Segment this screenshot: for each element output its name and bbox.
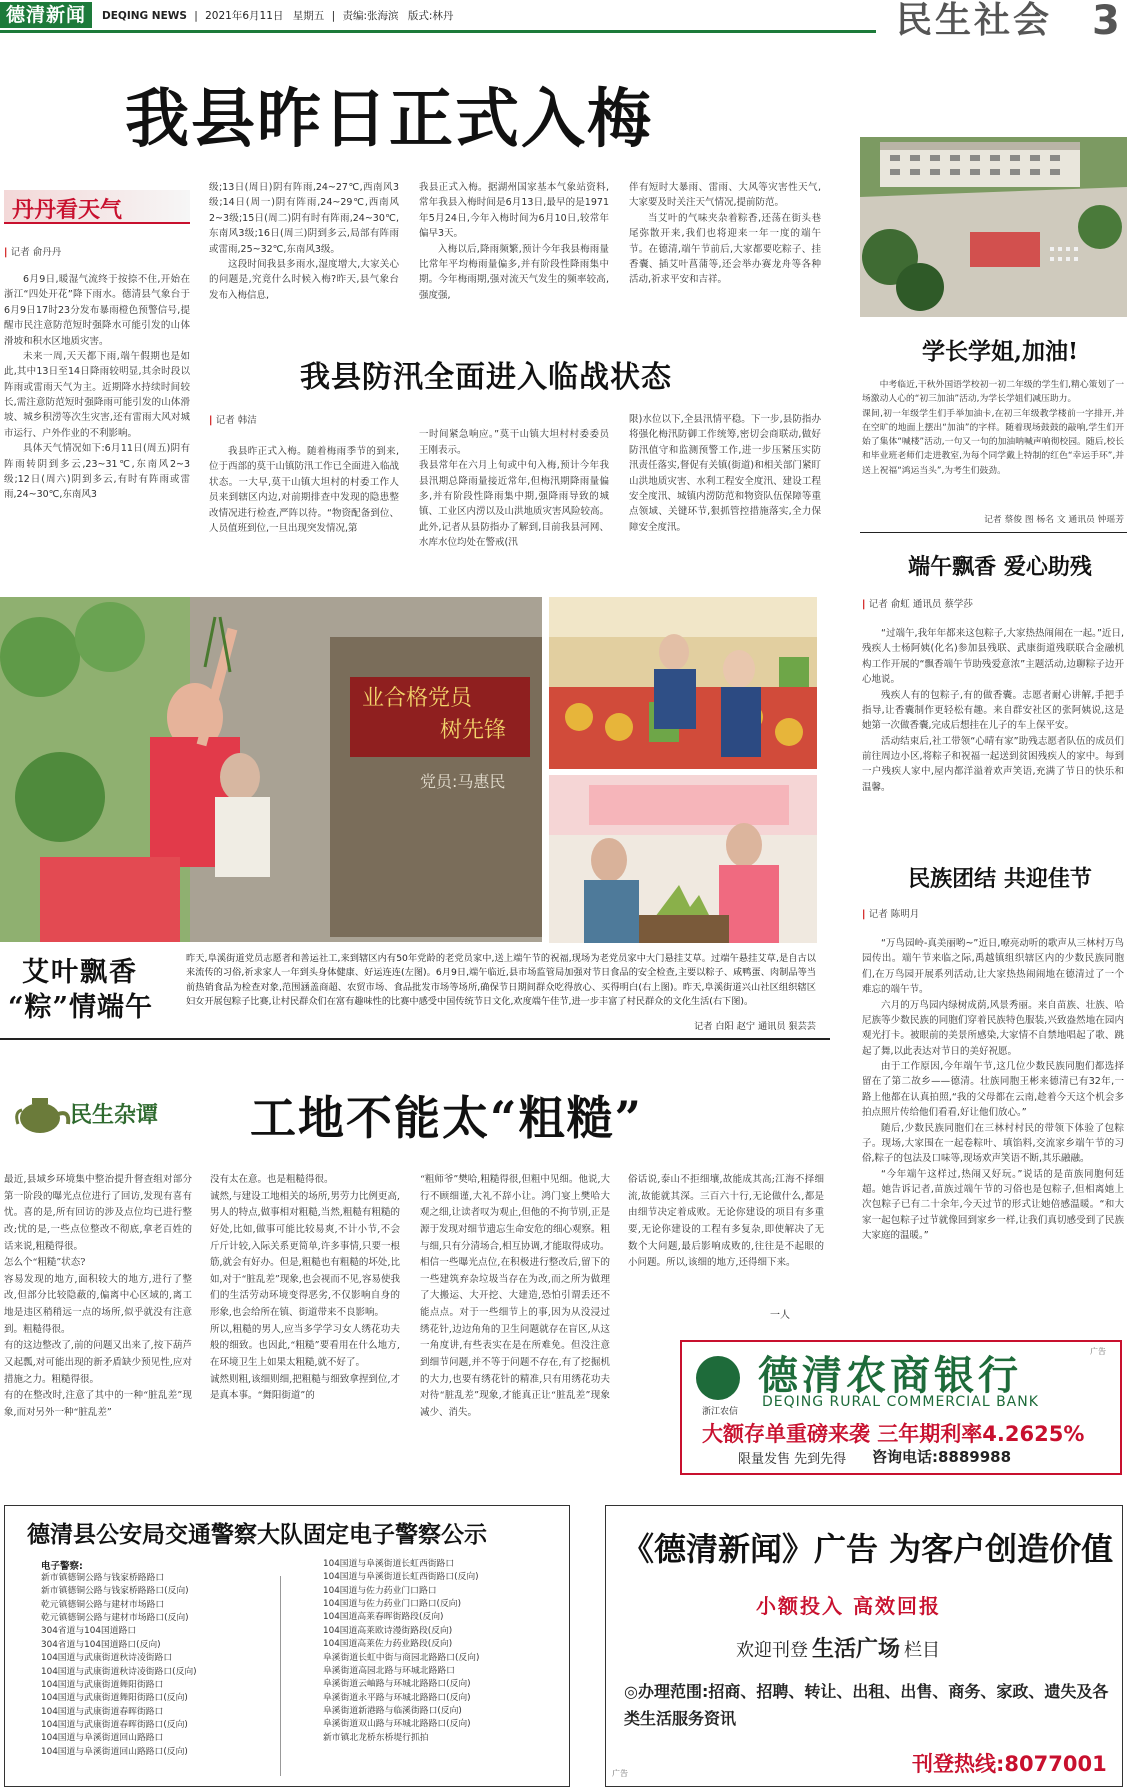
unity-headline: 民族团结 共迎佳节 xyxy=(908,866,1092,892)
masthead-editor: 责编:张海滨 xyxy=(342,10,399,22)
police-list-item: 104国道与阜溪街道回山路路口(反向) xyxy=(41,1746,188,1757)
dragon-headline: 端午飘香 爱心助残 xyxy=(908,554,1092,580)
paragraph: 残疾人有的包粽子,有的做香囊。志愿者耐心讲解,手把手指导,让香囊制作更轻松有趣。来自群安社区的张阿姨说,这是她第一次做香囊,完成后想挂在儿子的车上保平安。 xyxy=(862,689,1124,732)
unity-byline: | 记者 陈明月 xyxy=(862,906,919,920)
police-subtitle: 电子警察: xyxy=(41,1561,83,1572)
paragraph: 由于工作原因,今年端午节,这几位少数民族同胞们都选择留在了第二故乡——德清。壮族同胞王彬来德清已有32年,一路上他都在认真拍照,“我的父母都在云南,趁着今天这个机会多拍点照片传给他们看看,好让他们放心。” xyxy=(862,1061,1124,1119)
main-headline: 我县昨日正式入梅 xyxy=(125,82,653,157)
food-inspection-art xyxy=(549,597,817,769)
paragraph: 具体天气情况如下:6月11日(周五)阴有阵雨转阴到多云,23~31℃,东南风2~3级;12日(周六)阴到多云,有时有阵雨或雷雨,24~30℃,东南风3 xyxy=(4,443,190,501)
masthead-date: 2021年6月11日 xyxy=(205,10,284,22)
main-col-1 xyxy=(4,272,190,503)
masthead-meta: DEQING NEWS | 2021年6月11日 星期五 | 责编:张海滨 版式:林丹 xyxy=(102,10,454,22)
paragraph: 级;13日(周日)阴有阵雨,24~27℃,西南风3级;14日(周一)阴有阵雨,24~29℃,西南风2~3级;15日(周二)阴有时有阵雨,24~30℃,东南风3级;16日(周三)阴到多云,局部有阵雨或雷雨,25~32℃,东南风3级。 xyxy=(209,182,399,255)
zongzi-contest-art xyxy=(549,775,817,943)
police-list-item: 新市镇德铜公路与钱家桥路路口 xyxy=(41,1573,165,1583)
dragon-body xyxy=(862,626,1124,795)
section-name: 民生社会 xyxy=(896,0,1053,41)
paper-ad-scope: ◎办理范围:招商、招聘、转让、出租、出售、商务、家政、遗失及各类生活服务资讯 xyxy=(624,1682,1109,1729)
paragraph: 限)水位以下,全县汛情平稳。下一步,县防指办将强化梅汛防御工作统筹,密切会商联动,做好防汛值守和监测预警工作,进一步压紧压实防汛责任落实,督促有关镇(街道)和相关部门紧盯山洪地质灾害、水利工程安全度汛、建设工程安全度汛、城镇内涝防范和物资队伍保障等重点领域、关键环节,狠抓管控措施落实,全力保障安全度汛。 xyxy=(629,414,821,533)
paragraph: “过端午,我年年都来这包粽子,大家热热闹闹在一起。”近日,残疾人士杨阿姨(化名)参加县残联、武康街道残联联合金融机构工作开展的“飘香端午节助残爱意浓”主题活动,边聊粽子边开心地说。 xyxy=(862,628,1124,686)
worksite-col-3: “粗师爷”樊哈,粗糙得很,但粗中见细。他说,大行不顾细谨,大礼不辞小让。鸿门宴上樊哈大观之细,让读者叹为观止,但他的不拘节别,正是源于发现对细节遗忘生命安危的细心观察。粗与细,只有分清场合,相互协调,才能取得成功。 相信一些曝光点位,在积极进行整改后,留下的一些建筑弃杂垃圾当存在为改,而之所为做理了大搬运、大开挖、大建造,恐怕引谓丢还不能点点。对于一些细节上的事,因为从没浸过绣花针,边边角角的卫生问题就存在盲区,从这一角度讲,有些表实在是在所难免。但没注意到细节问题,并不等于问题不存在,有了挖掘机的大力,也要有绣花针的精准,只有用绣花功夫对待“脏乱差”现象,才能真正让“脏乱差”现象减少、消失。 xyxy=(420,1174,611,1418)
bank-ad[interactable] xyxy=(680,1340,1122,1475)
masthead-rule xyxy=(0,30,876,33)
police-list-item: 104国道高莱春晖街路段(反向) xyxy=(323,1612,444,1623)
paper-ad-title: 《德清新闻》广告 为客户创造价值 xyxy=(622,1530,1114,1568)
police-list-item: 新市镇德铜公路与钱家桥路路口(反向) xyxy=(41,1586,189,1597)
police-list-item: 104国道与阜溪街道长虹西街路口(反向) xyxy=(323,1572,479,1583)
police-list-item: 阜溪街道永平路与环城北路路口(反向) xyxy=(323,1692,471,1703)
police-list-item: 304省道与104国道路口(反向) xyxy=(41,1639,161,1650)
paragraph: 六月的万鸟园内绿树成荫,风景秀丽。来自苗族、壮族、哈尼族等少数民族的同胞们穿着民族特色服装,兴致盎然地在园内观光打卡。被眼前的美景所感染,大家情不自禁地唱起了歌、跳起了舞,以此表达对节日的美好祝愿。 xyxy=(862,999,1124,1057)
police-notice xyxy=(4,1505,570,1787)
photo-hanging-mugwort xyxy=(0,597,542,942)
police-list-item: 104国道与佐力药业门口路口(反向) xyxy=(323,1599,462,1610)
masthead-weekday: 星期五 xyxy=(292,10,325,22)
paragraph: 6月9日,暖湿气流终于按捺不住,开始在浙江“四处开花”降下雨水。德清县气象台于6月9日17时23分发布暴雨橙色预警信号,提醒市民注意防范短时强降水可能引发的山体滑坡和积水区地质灾害。 xyxy=(4,274,190,347)
police-list-item: 104国道与阜溪街道回山路路口 xyxy=(41,1733,164,1744)
aiye-title-line1: 艾叶飘香 xyxy=(22,957,138,988)
police-list-item: 104国道与武康街道春晖街路口 xyxy=(41,1706,164,1717)
paper-ad-hotline: 刊登热线:8077001 xyxy=(912,1752,1107,1776)
teapot-icon xyxy=(14,1080,74,1140)
school-body: 中考临近,干秋外国语学校初一初二年级的学生们,精心策划了一场激动人心的“初三加油”活动,为学长学姐们减压助力。 课间,初一年级学生们手举加油卡,在初三年级教学楼前一字排开,并在空旷的地面上摆出“加油”的字样。随着现场鼓鼓的敲响,学生们开始了集体“喊楼”活动,一句又一句的加油呐喊声响彻校园。随后,校长和毕业班老师们走进教室,为每个同学戴上特制的红色“幸运手环”,并送上祝福“鸿运当头”,为考生们鼓劲。 xyxy=(862,380,1124,476)
police-list-item: 104国道与武康街道春晖街路口(反向) xyxy=(41,1719,188,1730)
police-title: 德清县公安局交通警察大队固定电子警察公示 xyxy=(27,1521,487,1548)
flood-headline: 我县防汛全面进入临战状态 xyxy=(300,360,672,395)
bank-logo-icon xyxy=(696,1356,740,1400)
masthead xyxy=(0,0,1127,44)
worksite-col-1: 最近,县域乡环境集中整治提升督查组对部分第一阶段的曝光点位进行了回访,发现有喜有忧。喜的是,所有回访的涉及点位均已进行整改;忧的是,一些点位整改不彻底,拿老百姓的话来说,粗糙得很。 怎么个“粗糙”状态? 容易发现的地方,面积较大的地方,进行了整改,但部分比较隐蔽的,偏离中心区域的,离工地是违区稍稍远一点的场所,似乎就没有注意到。粗糙得很。 有的这边整改了,前的问题又出来了,按下葫芦又起瓢,对可能出现的新矛盾缺少预见性,应对措施之力。粗糙得很。 有的在整改时,注意了其中的一种“脏乱差”现象,而对另外一种“脏乱差” xyxy=(4,1174,192,1418)
dragon-byline: | 记者 俞虹 通讯员 蔡学莎 xyxy=(862,596,973,610)
worksite-col-4: 俗话说,泰山不拒细壤,故能成其高;江海不择细流,故能就其深。三百六十行,无论做什么,都是由细节决定着成败。无论你建设的项目有多重要,无论你建设的工程有多复杂,即使解决了无数个大问题,最后影响成败的,往往是不起眼的小问题。所以,该细的地方,还得细下来。 xyxy=(628,1174,824,1269)
paragraph: 活动结束后,社工带领“心晴有家”助残志愿者队伍的成员们前往周边小区,将粽子和祝福一起送到贫困残疾人的家中。每到一户残疾人家中,屋内都洋溢着欢声笑语,充满了节日的快乐和温馨。 xyxy=(862,735,1124,793)
police-list-item: 104国道与佐力药业门口路口 xyxy=(323,1585,437,1596)
paragraph: 我县昨正式入梅。随着梅雨季节的到来,位于西部的莫干山镇防汛工作已全面进入临战状态。一大早,莫干山镇大坦村的村委工作人员来到辖区内边,对前期排查中发现的隐患整改情况进行检查,严阵以待。“物资配备到位、人员值班到位,一旦出现突发情况,第 xyxy=(209,446,400,534)
commentary-tag xyxy=(14,1076,174,1146)
school-credit: 记者 蔡俊 图 杨名 文 通讯员 钟瑶芳 xyxy=(984,515,1124,525)
school-aerial-photo xyxy=(860,137,1127,317)
paragraph: 入梅以后,降雨频繁,预计今年我县梅雨量比常年平均梅雨量偏多,并有阶段性降雨集中期。今年梅雨期,强对流天气发生的频率较高,强度强, xyxy=(419,243,609,301)
main-col-2 xyxy=(209,180,399,303)
police-list-item: 104国道与武康街道秋诗凌街路口(反向) xyxy=(41,1666,197,1677)
school-photo-art xyxy=(860,137,1127,317)
right-divider xyxy=(860,532,1127,533)
photo-zongzi-contest xyxy=(549,775,817,943)
bank-name-en: DEQING RURAL COMMERCIAL BANK xyxy=(762,1394,1039,1410)
police-list-item: 阜溪街道长虹中街与商园北路路口(反向) xyxy=(323,1652,480,1663)
sign-name: 党员:马惠民 xyxy=(420,772,506,791)
police-list-item: 乾元镇德铜公路与建材市场路口(反向) xyxy=(41,1613,189,1624)
police-list-item: 104国道与武康街道秋诗凌街路口 xyxy=(41,1653,173,1664)
police-list-item: 阜溪街道云岫路与环城北路路口(反向) xyxy=(323,1679,471,1690)
bank-brand: 浙江农信 xyxy=(701,1407,738,1417)
main-col-3 xyxy=(419,180,609,303)
bank-phone: 咨询电话:8889988 xyxy=(872,1448,1012,1466)
paper-ad-mark: 广告 xyxy=(612,1769,628,1778)
police-list-item: 新市镇北龙桥东桥堤行抓拍 xyxy=(323,1732,429,1743)
paragraph: 这段时间我县多雨水,湿度增大,大家关心的问题是,究竟什么时候入梅?昨天,县气象台发布入梅信息, xyxy=(209,258,399,301)
paragraph: “万鸟园岭-真美丽哟~”近日,嘹亮动听的歌声从三林村万鸟园传出。端午节来临之际,禹越镇组织辖区内的少数民族同胞们,在万鸟园开展系列活动,让大家热热闹闹地在德清过了一个难忘的端午节。 xyxy=(862,938,1124,996)
main-col-4 xyxy=(629,180,821,288)
paper-ad-welcome xyxy=(736,1632,940,1663)
page-number: 3 xyxy=(1092,0,1120,44)
paragraph: 随后,少数民族同胞们在三林村村民的带领下体验了包粽子。现场,大家围在一起卷粽叶、填馅料,交流家乡端午节的习俗,粽子的包法及口味等,现场欢声笑语不断,其乐融融。 xyxy=(862,1122,1124,1165)
welcome-suffix: 栏目 xyxy=(904,1640,941,1661)
police-list-item: 304省道与104国道路口 xyxy=(41,1626,137,1637)
police-list-item: 阜溪街道新港路与临溪街路口(反向) xyxy=(323,1705,462,1716)
welcome-prefix: 欢迎刊登 xyxy=(736,1640,808,1661)
hanging-mugwort-art xyxy=(0,597,542,942)
bank-name-cn: 德清农商银行 xyxy=(758,1352,1022,1399)
flood-byline: | 记者 韩洁 xyxy=(209,412,257,426)
welcome-highlight: 生活广场 xyxy=(812,1636,901,1662)
weather-column-tag xyxy=(4,190,190,224)
paper-ad[interactable] xyxy=(605,1505,1123,1787)
mid-divider xyxy=(0,1038,830,1040)
unity-body xyxy=(862,936,1124,1244)
paragraph: 当艾叶的气味夹杂着粽香,还荡在街头巷尾弥散开来,我们也将迎来一年一度的端午节。在德清,端午节前后,大家都要吃粽子、挂香囊、插艾叶菖蒲等,还会举办赛龙舟等各种活动,祈求平安和吉祥。 xyxy=(629,212,821,286)
bank-slogan: 大额存单重磅来袭 三年期利率4.2625% xyxy=(702,1422,1085,1446)
flood-col-2 xyxy=(419,412,609,566)
police-list-item: 104国道高莱欧诗漫街路段(反向) xyxy=(323,1625,453,1636)
masthead-layout: 版式:林丹 xyxy=(407,10,454,22)
police-list-item: 阜溪街道高园北路与环城北路路口 xyxy=(323,1665,455,1676)
police-list-item: 104国道与武康街道舞阳街路口(反向) xyxy=(41,1693,188,1704)
flood-col-1 xyxy=(209,444,399,536)
police-list-item: 乾元镇德铜公路与建材市场路口 xyxy=(41,1599,165,1610)
school-headline: 学长学姐,加油! xyxy=(921,338,1079,365)
main-byline: | 记者 俞丹丹 xyxy=(4,244,61,258)
paragraph: 我县正式入梅。据湖州国家基本气象站资料,常年我县入梅时间是6月13日,最早的是1971年5月24日,今年入梅时间为6月10日,较常年偏早3天。 xyxy=(419,182,609,240)
paragraph: 一时间紧急响应。”莫干山镇大坦村村委委员王刚表示。 我县常年在六月上旬或中旬入梅,预计今年我县汛期总降雨量接近常年,但梅汛期降雨量偏多,并有阶段性降雨集中期,强降雨导致的城镇、工业区内涝以及山洪地质灾害风险较高。 此外,记者从县防指办了解到,目前我县河网、水库水位均处在警戒(汛 xyxy=(419,429,610,548)
photo-credit: 记者 白阳 赵宁 通讯员 狠芸芸 xyxy=(694,1021,816,1032)
masthead-logo: 德清新闻 xyxy=(0,2,92,28)
commentary-tag-text: 民生杂谭 xyxy=(70,1103,159,1128)
police-left-list xyxy=(41,1572,291,1759)
sign-line-1: 业合格党员 xyxy=(362,686,473,711)
police-list-item: 104国道与阜溪街道长虹西街路口 xyxy=(323,1559,455,1569)
photo-food-inspection xyxy=(549,597,817,769)
worksite-headline: 工地不能太“粗糙” xyxy=(250,1091,643,1145)
worksite-col-2: 没有太在意。也是粗糙得很。 诚然,与建设工地相关的场所,男劳力比例更高,男人的特点,做事相对粗糙,当然,粗糙有粗糙的好处,比如,做事可能比较易爽,不计小节,不会斤斤计较,入际关系更简单,许多事情,只要一根筋,就会有好办。但是,粗糙也有粗糙的坏处,比如,对于“脏乱差”现象,也会视而不见,容易使我们的生活劳动环境变得恶劣,不仅影响自身的形象,也会给所在镇、街道带来不良影响。 所以,粗糙的男人,应当多学学习女人绣花功夫般的细致。也因此,“粗糙”要看用在什么地方,在环境卫生上如果太粗糙,就不好了。 诚然则粗,该细则细,把粗糙与细致拿捏到位,才是真本事。“舞阳街道”的 xyxy=(210,1174,400,1402)
police-list-divider xyxy=(280,1576,281,1776)
photo-caption: 昨天,阜溪街道党员志愿者和善运社工,来到辖区内有50年党龄的老党员家中,送上端午节的祝福,现场为老党员家中大门悬挂艾草。过端午悬挂艾草,是自古以来流传的习俗,祈求家人一年到头身体健康、好运连连(左图)。6月9日,端午临近,县市场监管局加强对节日食品的安全检查,主要以粽子、咸鸭蛋、肉制品等当前热销食品为检查对象,范围涵盖商超、农贸市场、食品批发市场等场所,确保节日期间群众吃得放心、买得明白(右上图)。昨天,阜溪街道兴山社区组织辖区妇女开展包粽子比赛,让村民群众们在富有趣味性的比赛中感受中国传统节日文化,欢度端午佳节,进一步丰富了村民群众的文化生活(右下图)。 xyxy=(186,953,816,1007)
worksite-sign: 一人 xyxy=(770,1310,790,1321)
bank-limited: 限量发售 先到先得 xyxy=(738,1452,847,1467)
bank-ad-mark: 广告 xyxy=(1090,1347,1106,1356)
police-list-item: 104国道高莱佐力药业路段(反向) xyxy=(323,1639,453,1650)
aiye-title-line2: “粽”情端午 xyxy=(8,992,154,1023)
paper-ad-tagline: 小额投入 高效回报 xyxy=(756,1594,941,1618)
weather-tag-text: 丹丹看天气 xyxy=(12,198,123,223)
flood-col-3 xyxy=(629,412,821,535)
police-list-item: 104国道与武康街道舞阳街路口 xyxy=(41,1679,164,1690)
paragraph: “今年端午这样过,热闹又好玩。”说话的是苗族同胞何廷超。她告诉记者,苗族过端午节的习俗也是包粽子,但相离她上次包粽子已有二十余年,今天过节的形式让她倍感温暖。“和大家一起包粽子过节就像回到家乡一样,让我们真切感受到了民族大家庭的温暖。” xyxy=(862,1168,1124,1242)
paragraph: 未来一周,天天都下雨,端午假期也是如此,其中13日至14日降雨较明显,其余时段以阵雨或雷雨天气为主。近期降水持续时间较长,需注意防范短时强降雨可能引发的山体滑坡、城乡积涝等次生灾害,还有雷雨大风对城市运行、户外作业的不利影响。 xyxy=(4,350,190,439)
masthead-english: DEQING NEWS xyxy=(102,10,187,22)
police-list-item: 阜溪街道双山路与环城北路路口(反向) xyxy=(323,1719,471,1730)
sign-line-2: 树先锋 xyxy=(440,718,507,743)
paragraph: 伴有短时大暴雨、雷雨、大风等灾害性天气,大家要及时关注天气情况,提前防范。 xyxy=(629,182,821,209)
police-right-list xyxy=(323,1558,563,1745)
